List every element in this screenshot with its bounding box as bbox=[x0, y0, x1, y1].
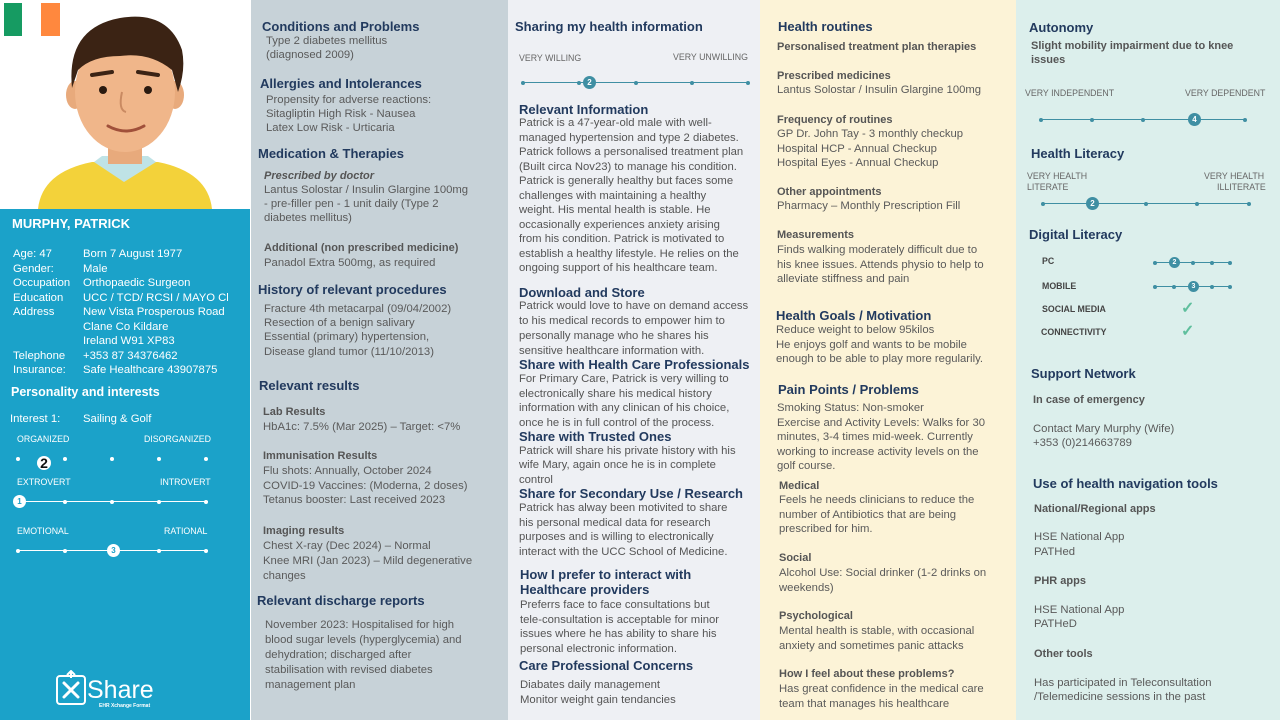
phr-app: HSE National App bbox=[1034, 604, 1125, 616]
hcp-line: once he is in full control of the process. bbox=[519, 416, 715, 429]
measurements-line: alleviate stiffness and pain bbox=[777, 273, 910, 285]
prescribed-label: Prescribed by doctor bbox=[264, 170, 375, 182]
organized-scale bbox=[18, 455, 208, 471]
prescribed-medicines-label: Prescribed medicines bbox=[777, 70, 891, 82]
national-app: HSE National App bbox=[1034, 531, 1125, 543]
immunisation-line: Flu shots: Annually, October 2024 bbox=[263, 465, 432, 477]
discharge-title: Relevant discharge reports bbox=[257, 593, 425, 608]
sharing-scale bbox=[523, 78, 749, 87]
interest-label: Interest 1: bbox=[10, 413, 61, 425]
trusted-line: control bbox=[519, 473, 553, 486]
immunisation-line: COVID-19 Vaccines: (Moderna, 2 doses) bbox=[263, 480, 468, 492]
profile-value: Orthopaedic Surgeon bbox=[83, 277, 191, 289]
other-tools-label: Other tools bbox=[1034, 648, 1093, 660]
check-icon: ✓ bbox=[1181, 323, 1195, 340]
national-apps-label: National/Regional apps bbox=[1034, 503, 1156, 515]
mobile-scale bbox=[1155, 283, 1231, 290]
autonomy-desc: Slight mobility impairment due to knee bbox=[1031, 40, 1234, 52]
profile-key: Address bbox=[13, 306, 55, 318]
profile-column bbox=[0, 0, 250, 720]
hcp-line: electronically share his medical history bbox=[519, 387, 712, 400]
interest-value: Sailing & Golf bbox=[83, 413, 152, 425]
phr-apps-label: PHR apps bbox=[1034, 575, 1086, 587]
conditions-line: (diagnosed 2009) bbox=[266, 49, 354, 61]
prescribed-medicines-line: Lantus Solostar / Insulin Glargine 100mg bbox=[777, 84, 982, 96]
health-literacy-title: Health Literacy bbox=[1031, 146, 1125, 161]
scale-right-label: DISORGANIZED bbox=[144, 434, 211, 444]
frequency-line: Hospital Eyes - Annual Checkup bbox=[777, 157, 939, 169]
connectivity-label: CONNECTIVITY bbox=[1041, 327, 1107, 337]
relevant-info-line: Patrick is a 47-year-old male with well- bbox=[519, 117, 712, 129]
profile-key: Age: 47 bbox=[13, 248, 52, 260]
profile-value: New Vista Prosperous Road bbox=[83, 306, 225, 318]
scale-right-label: INTROVERT bbox=[160, 477, 211, 487]
allergies-line: Latex Low Risk - Urticaria bbox=[266, 122, 395, 134]
frequency-line: Hospital HCP - Annual Checkup bbox=[777, 143, 937, 155]
logo bbox=[55, 670, 175, 710]
plan-label: Personalised treatment plan therapies bbox=[777, 41, 977, 53]
social-line: weekends) bbox=[779, 581, 834, 594]
pc-label: PC bbox=[1042, 256, 1055, 266]
relevant-info-line: (Built circa Nov23) to manage his condition. bbox=[519, 160, 737, 173]
allergies-line: Propensity for adverse reactions: bbox=[266, 94, 432, 106]
interact-title: How I prefer to interact with bbox=[520, 567, 692, 582]
secondary-line: purposes and is willing to electronically bbox=[519, 531, 714, 543]
interact-line: personal electronic information. bbox=[520, 642, 677, 655]
scale-marker: 2 bbox=[37, 456, 51, 470]
medical-line: prescribed for him. bbox=[779, 523, 873, 535]
medical-line: Feels he needs clinicians to reduce the bbox=[779, 494, 975, 506]
allergies-title: Allergies and Intolerances bbox=[260, 76, 422, 91]
autonomy-title: Autonomy bbox=[1029, 20, 1094, 35]
scale-left-label: EMOTIONAL bbox=[17, 526, 69, 536]
interact-title: Healthcare providers bbox=[520, 582, 650, 597]
phr-app: PATHeD bbox=[1034, 618, 1077, 630]
relevant-info-line: from his condition. Patrick is motivated to bbox=[519, 233, 725, 245]
conditions-title: Conditions and Problems bbox=[262, 19, 420, 34]
avatar bbox=[0, 0, 250, 209]
discharge-line: management plan bbox=[265, 679, 356, 691]
national-app: PATHed bbox=[1034, 546, 1076, 558]
scale-left-label: VERY WILLING bbox=[519, 53, 582, 63]
goals-title: Health Goals / Motivation bbox=[776, 308, 932, 323]
interact-line: Preferrs face to face consultations but bbox=[520, 599, 710, 611]
psychological-line: Mental health is stable, with occasional bbox=[779, 625, 975, 637]
discharge-line: November 2023: Hospitalised for high bbox=[265, 619, 455, 631]
scale-right-label: ILLITERATE bbox=[1217, 182, 1266, 192]
scale-left-label: LITERATE bbox=[1027, 182, 1069, 192]
imaging-label: Imaging results bbox=[263, 525, 345, 537]
scale-left-label: ORGANIZED bbox=[17, 434, 70, 444]
psychological-label: Psychological bbox=[779, 610, 853, 622]
scale-right-label: VERY DEPENDENT bbox=[1185, 88, 1266, 98]
personality-title: Personality and interests bbox=[11, 385, 160, 399]
pain-line: minutes, 3-4 times mid-week. Currently bbox=[777, 431, 973, 443]
profile-key: Gender: bbox=[13, 262, 54, 275]
procedures-line: Essential (primary) hypertension, bbox=[264, 331, 430, 343]
medical-history-column bbox=[251, 0, 508, 720]
concerns-title: Care Professional Concerns bbox=[519, 658, 694, 673]
interact-line: tele-consultation is acceptable for minor bbox=[520, 613, 720, 626]
imaging-line: Chest X-ray (Dec 2024) – Normal bbox=[263, 540, 431, 552]
profile-value: +353 87 34376462 bbox=[83, 349, 178, 362]
lab-line: HbA1c: 7.5% (Mar 2025) – Target: <7% bbox=[263, 421, 461, 433]
social-line: Alcohol Use: Social drinker (1-2 drinks on bbox=[779, 567, 987, 579]
concerns-line: Diabates daily management bbox=[520, 679, 661, 691]
relevant-info-line: challenges with maintaining a healthy bbox=[519, 189, 707, 202]
relevant-info-title: Relevant Information bbox=[519, 102, 649, 117]
download-line: Patrick would love to have on demand access bbox=[519, 300, 749, 312]
support-title: Support Network bbox=[1031, 366, 1136, 381]
goals-line: He enjoys golf and wants to be mobile bbox=[776, 338, 967, 351]
other-appointments-line: Pharmacy – Monthly Prescription Fill bbox=[777, 200, 961, 212]
emergency-contact: +353 (0)214663789 bbox=[1033, 437, 1132, 449]
profile-key: Education bbox=[13, 291, 64, 304]
relevant-info-line: establish a healthy lifestyle. He relies on the bbox=[519, 247, 739, 260]
hcp-line: information with any clinican of his choice, bbox=[519, 402, 730, 414]
photo-area bbox=[0, 0, 250, 209]
share-logo-icon bbox=[55, 670, 89, 708]
relevant-info-line: Patrick is generally healthy but faces some bbox=[519, 175, 734, 187]
prescribed-line: diabetes mellitus) bbox=[264, 212, 352, 224]
scale-right-label: RATIONAL bbox=[164, 526, 208, 536]
scale-marker: 3 bbox=[1188, 281, 1199, 292]
scale-marker: 2 bbox=[1169, 257, 1180, 268]
conditions-line: Type 2 diabetes mellitus bbox=[266, 35, 388, 47]
pain-title: Pain Points / Problems bbox=[778, 382, 919, 397]
profile-key: Occupation bbox=[13, 277, 71, 289]
routines-title: Health routines bbox=[778, 19, 873, 34]
relevant-info-line: weight. His mental health is stable. He bbox=[519, 204, 711, 216]
relevant-info-line: managed hypertension and type 2 diabetes. bbox=[519, 131, 739, 144]
feel-line: team that manages his healthcare bbox=[779, 697, 950, 710]
patient-name: MURPHY, PATRICK bbox=[12, 216, 130, 231]
pain-line: golf course. bbox=[777, 460, 836, 472]
profile-value: Clane Co Kildare bbox=[83, 320, 169, 333]
emotional-scale bbox=[18, 546, 208, 555]
measurements-line: his knee issues. Attends physio to help to bbox=[777, 259, 984, 271]
medication-title: Medication & Therapies bbox=[258, 146, 404, 161]
interact-line: issues where he has ability to share his bbox=[520, 628, 717, 640]
imaging-line: Knee MRI (Jan 2023) – Mild degenerative bbox=[263, 555, 473, 567]
pain-line: Exercise and Activity Levels: Walks for 30 bbox=[777, 416, 986, 429]
hcp-line: For Primary Care, Patrick is very willing to bbox=[519, 373, 729, 385]
sharing-column bbox=[508, 0, 760, 720]
autonomy-column bbox=[1016, 0, 1280, 720]
imaging-line: changes bbox=[263, 570, 306, 582]
profile-value: Safe Healthcare 43907875 bbox=[83, 364, 218, 376]
profile-value: Ireland W91 XP83 bbox=[83, 335, 175, 347]
check-icon: ✓ bbox=[1181, 300, 1195, 317]
trusted-line: wife Mary, again once he is in complete bbox=[519, 459, 716, 471]
emergency-contact: Contact Mary Murphy (Wife) bbox=[1033, 423, 1175, 435]
logo-text: Share bbox=[87, 676, 154, 704]
scale-right-label: VERY HEALTH bbox=[1204, 171, 1265, 181]
lab-label: Lab Results bbox=[263, 406, 326, 418]
secondary-line: his personal medical data for research bbox=[519, 516, 711, 529]
results-title: Relevant results bbox=[259, 378, 360, 393]
feel-label: How I feel about these problems? bbox=[779, 668, 955, 680]
prescribed-line: Lantus Solostar / Insulin Glargine 100mg bbox=[264, 184, 469, 196]
relevant-info-line: occasionally experiences anxiety arising bbox=[519, 218, 720, 231]
scale-marker: 2 bbox=[583, 76, 596, 89]
scale-marker: 4 bbox=[1188, 113, 1201, 126]
concerns-line: Monitor weight gain tendancies bbox=[520, 694, 676, 706]
pc-scale bbox=[1155, 259, 1231, 266]
scale-marker: 2 bbox=[1086, 197, 1099, 210]
goals-line: enough to be able to play more regularily. bbox=[776, 353, 984, 365]
sharing-title: Sharing my health information bbox=[515, 19, 703, 34]
relevant-info-line: Patrick follows a personalised treatment plan bbox=[519, 146, 744, 158]
feel-line: Has great confidence in the medical care bbox=[779, 683, 984, 695]
immunisation-line: Tetanus booster: Last received 2023 bbox=[263, 494, 446, 506]
navigation-title: Use of health navigation tools bbox=[1033, 476, 1218, 491]
download-line: personally manage who he shares his bbox=[519, 330, 709, 342]
download-line: to his medical records to empower him to bbox=[519, 315, 725, 327]
profile-value: UCC / TCD/ RCSI / MAYO Cl bbox=[83, 291, 229, 304]
additional-label: Additional (non prescribed medicine) bbox=[264, 242, 459, 254]
trusted-line: Patrick will share his private history with his bbox=[519, 444, 736, 457]
download-title: Download and Store bbox=[519, 285, 645, 300]
measurements-label: Measurements bbox=[777, 229, 855, 241]
scale-left-label: EXTROVERT bbox=[17, 477, 71, 487]
frequency-label: Frequency of routines bbox=[777, 114, 893, 126]
frequency-line: GP Dr. John Tay - 3 monthly checkup bbox=[777, 128, 964, 140]
digital-literacy-title: Digital Literacy bbox=[1029, 227, 1123, 242]
procedures-line: Disease gland tumor (11/10/2013) bbox=[264, 346, 434, 358]
profile-key: Insurance: bbox=[13, 364, 66, 376]
other-appointments-label: Other appointments bbox=[777, 186, 882, 198]
procedures-title: History of relevant procedures bbox=[258, 282, 447, 297]
secondary-line: Patrick has alway been motivited to share bbox=[519, 502, 728, 514]
immunisation-label: Immunisation Results bbox=[263, 450, 378, 462]
secondary-title: Share for Secondary Use / Research bbox=[519, 486, 743, 501]
measurements-line: Finds walking moderately difficult due to bbox=[777, 244, 978, 256]
health-literacy-scale bbox=[1043, 199, 1250, 208]
hcp-title: Share with Health Care Professionals bbox=[519, 357, 750, 372]
additional-line: Panadol Extra 500mg, as required bbox=[264, 257, 436, 269]
medical-label: Medical bbox=[779, 480, 820, 492]
logo-subtitle: EHR Xchange Format bbox=[99, 703, 151, 709]
pain-line: Smoking Status: Non-smoker bbox=[777, 402, 924, 414]
profile-key: Telephone bbox=[13, 349, 66, 362]
medical-line: number of Antibiotics that are being bbox=[779, 508, 957, 521]
other-tools-line: /Telemedicine sessions in the past bbox=[1034, 691, 1206, 703]
scale-right-label: VERY UNWILLING bbox=[673, 52, 748, 62]
scale-marker: 1 bbox=[13, 495, 26, 508]
scale-left-label: VERY INDEPENDENT bbox=[1025, 88, 1115, 98]
routines-column bbox=[760, 0, 1016, 720]
secondary-line: interact with the UCC School of Medicine. bbox=[519, 545, 728, 558]
download-line: sensitive healthcare information with. bbox=[519, 345, 705, 357]
profile-value: Born 7 August 1977 bbox=[83, 248, 183, 260]
extrovert-scale bbox=[17, 497, 208, 506]
mobile-label: MOBILE bbox=[1042, 281, 1077, 291]
trusted-title: Share with Trusted Ones bbox=[519, 429, 672, 444]
relevant-info-line: ongoing support of his healthcare team. bbox=[519, 262, 718, 274]
scale-marker: 3 bbox=[107, 544, 120, 557]
autonomy-scale bbox=[1041, 115, 1246, 124]
profile-value: Male bbox=[83, 262, 108, 275]
autonomy-desc: issues bbox=[1031, 54, 1066, 66]
other-tools-line: Has participated in Teleconsultation bbox=[1034, 677, 1212, 689]
goals-line: Reduce weight to below 95kilos bbox=[776, 324, 935, 336]
profile-panel bbox=[0, 209, 250, 720]
discharge-line: blood sugar levels (hyperglycemia) and bbox=[265, 634, 462, 646]
procedures-line: Resection of a benign salivary bbox=[264, 317, 415, 329]
social-media-label: SOCIAL MEDIA bbox=[1042, 304, 1106, 314]
scale-left-label: VERY HEALTH bbox=[1027, 171, 1088, 181]
psychological-line: anxiety and sometimes panic attacks bbox=[779, 639, 964, 652]
allergies-line: Sitagliptin High Risk - Nausea bbox=[266, 108, 416, 120]
pain-line: working to increase activity levels on the bbox=[777, 445, 979, 458]
social-label: Social bbox=[779, 552, 812, 564]
procedures-line: Fracture 4th metacarpal (09/04/2002) bbox=[264, 303, 452, 315]
emergency-label: In case of emergency bbox=[1033, 394, 1145, 406]
prescribed-line: - pre-filler pen - 1 unit daily (Type 2 bbox=[264, 198, 439, 210]
discharge-line: stabilisation with revised diabetes bbox=[265, 664, 433, 676]
discharge-line: dehydration; discharged after bbox=[265, 649, 412, 661]
